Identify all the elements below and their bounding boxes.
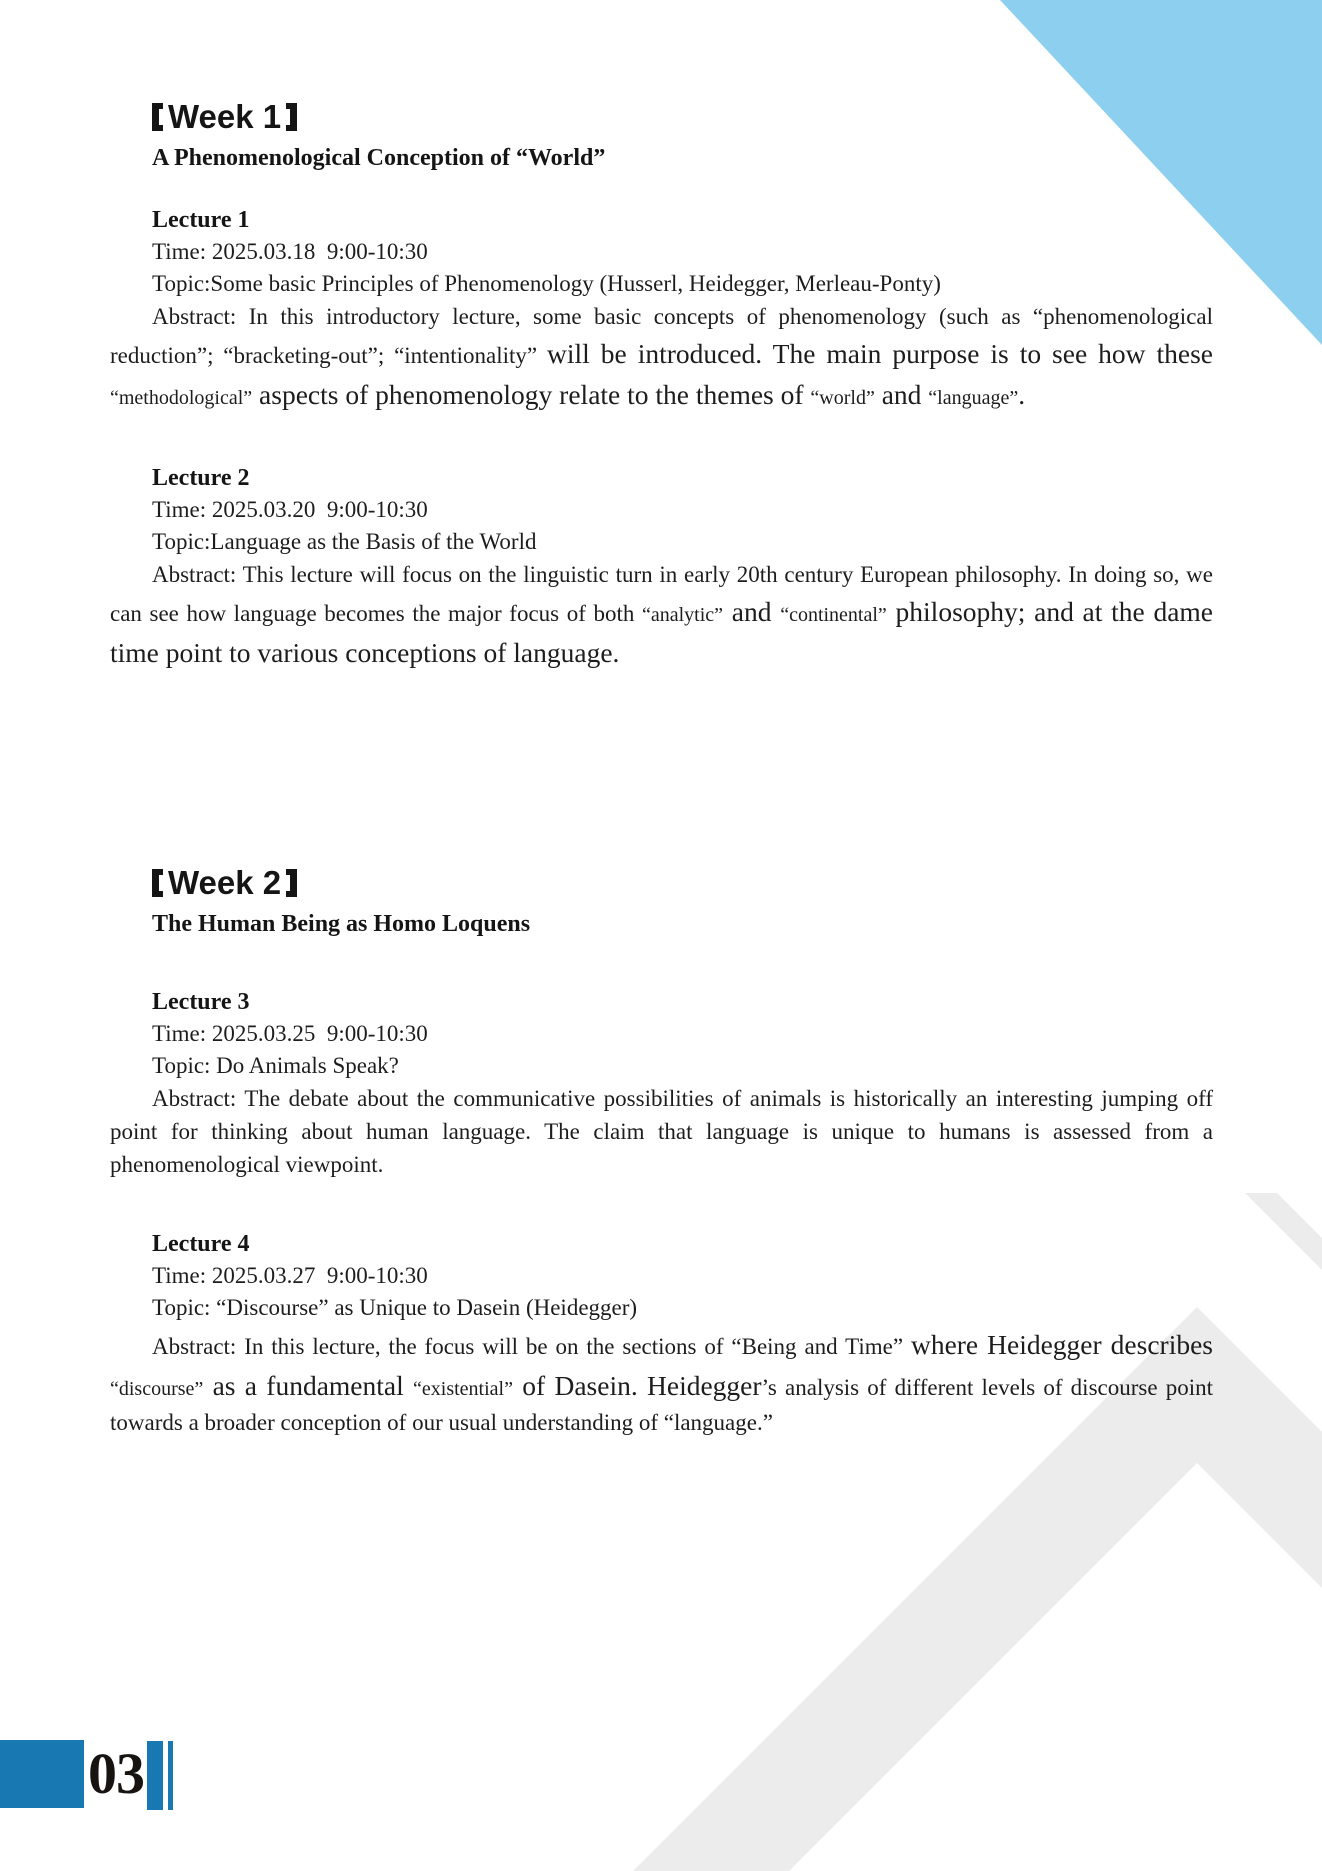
- footer-accent-bar-thin: [168, 1741, 173, 1810]
- lecture-3-block: [110, 987, 1213, 1181]
- lecture-2-block: [110, 463, 1213, 673]
- lecture-2-abstract: Abstract: This lecture will focus on the linguistic turn in early 20th century European philosophy. In doing so, we can see how language becomes the major focus of both “analytic” and “continental” philosophy; and at the dame time point to various conceptions of language.: [110, 562, 1213, 668]
- week-2-label: Week 2: [168, 864, 282, 901]
- lecture-3-title: Lecture 3: [152, 989, 250, 1015]
- page-number: 03: [88, 1741, 144, 1806]
- lecture-1-title: Lecture 1: [152, 207, 250, 233]
- lecture-1-topic: Topic:Some basic Principles of Phenomenology (Husserl, Heidegger, Merleau-Ponty): [152, 271, 941, 296]
- lecture-4-topic: Topic: “Discourse” as Unique to Dasein (Heidegger): [152, 1295, 638, 1320]
- lecture-2-topic: Topic:Language as the Basis of the World: [152, 529, 537, 554]
- week-1-label: Week 1: [168, 98, 282, 135]
- lecture-1-abstract: Abstract: In this introductory lecture, some basic concepts of phenomenology (such as “phenomenological reduction”; “bracketing-out”; “intentionality” will be introduced. The main purpose is to see how these “methodological” aspects of phenomenology relate to the themes of “world” and “language”.: [110, 304, 1213, 410]
- footer-accent-block: [0, 1740, 84, 1808]
- lecture-2-time: Time: 2025.03.20 9:00-10:30: [152, 497, 428, 522]
- lenticular-bracket-right-icon: [286, 103, 297, 131]
- lenticular-bracket-left-icon: [152, 869, 163, 897]
- week-1-heading: [152, 95, 1213, 139]
- lenticular-bracket-left-icon: [152, 103, 163, 131]
- week-1-subtitle: A Phenomenological Conception of “World”: [152, 145, 606, 171]
- lecture-1-block: [110, 205, 1213, 415]
- week-1-section: [110, 95, 1213, 673]
- lecture-4-time: Time: 2025.03.27 9:00-10:30: [152, 1263, 428, 1288]
- lecture-2-title: Lecture 2: [152, 465, 250, 491]
- syllabus-content: [110, 95, 1213, 1439]
- footer-accent-bar-thick: [147, 1741, 163, 1810]
- lecture-4-abstract: Abstract: In this lecture, the focus will be on the sections of “Being and Time” where Heidegger describes “discourse” as a fundamental “existential” of Dasein. Heidegger’s analysis of different levels of discourse point towards a broader conception of our usual understanding of “language.”: [110, 1329, 1214, 1435]
- lenticular-bracket-right-icon: [286, 869, 297, 897]
- lecture-1-time: Time: 2025.03.18 9:00-10:30: [152, 239, 428, 264]
- lecture-4-block: [110, 1229, 1213, 1439]
- lecture-3-abstract: Abstract: The debate about the communicative possibilities of animals is historically an interesting jumping off point for thinking about human language. The claim that language is unique to humans is assessed from a phenomenological viewpoint.: [110, 1086, 1213, 1177]
- lecture-4-title: Lecture 4: [152, 1231, 250, 1257]
- week-2-subtitle: The Human Being as Homo Loquens: [152, 911, 531, 937]
- week-2-section: [110, 861, 1213, 1439]
- week-2-heading: [152, 861, 1213, 905]
- lecture-3-time: Time: 2025.03.25 9:00-10:30: [152, 1021, 428, 1046]
- lecture-3-topic: Topic: Do Animals Speak?: [152, 1053, 399, 1078]
- chevron-watermark-stripe: [1245, 1193, 1322, 1270]
